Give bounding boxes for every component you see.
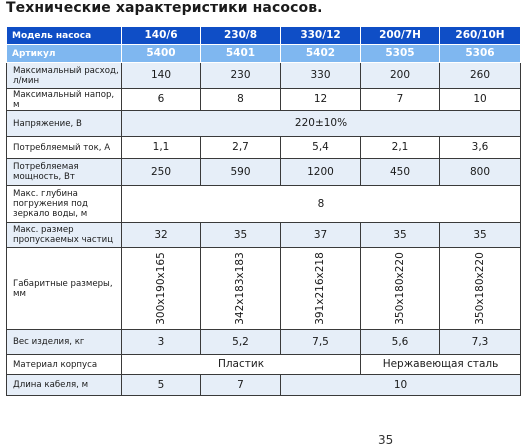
value-cell: 35: [440, 223, 521, 248]
value-cell: 8: [201, 89, 281, 111]
value-cell: 3,6: [440, 137, 521, 159]
value-cell: 2,7: [201, 137, 281, 159]
value-cell: 140: [122, 63, 201, 89]
model-cell: 330/12: [281, 27, 361, 45]
value-cell: [361, 248, 440, 330]
value-cell: 5,2: [201, 330, 281, 355]
row-label: Материал корпуса: [7, 355, 122, 375]
max-head-row: [7, 89, 521, 111]
value-cell: 5,6: [361, 330, 440, 355]
article-label: Артикул: [7, 45, 122, 63]
particles-row: [7, 223, 521, 248]
depth-row: [7, 186, 521, 223]
vertical-text: 350x180x220: [473, 252, 486, 325]
model-cell: 140/6: [122, 27, 201, 45]
model-cell: 260/10H: [440, 27, 521, 45]
value-cell: 7,3: [440, 330, 521, 355]
article-cell: 5306: [440, 45, 521, 63]
value-cell: 6: [122, 89, 201, 111]
article-row: [7, 45, 521, 63]
value-cell: 330: [281, 63, 361, 89]
value-cell: 35: [201, 223, 281, 248]
value-cell-merged: 10: [281, 375, 521, 396]
article-cell: 5401: [201, 45, 281, 63]
value-cell: 1200: [281, 159, 361, 186]
dimensions-row: [7, 248, 521, 330]
row-label: Максимальный расход, л/мин: [7, 63, 122, 89]
voltage-row: [7, 111, 521, 137]
row-label: Габаритные размеры, мм: [7, 248, 122, 330]
value-cell: 5,4: [281, 137, 361, 159]
model-label: Модель насоса: [7, 27, 122, 45]
row-label: Потребляемый ток, А: [7, 137, 122, 159]
value-cell: [281, 248, 361, 330]
value-cell: 800: [440, 159, 521, 186]
cable-row: [7, 375, 521, 396]
value-cell-merged: Пластик: [122, 355, 361, 375]
row-label: Потребляемая мощность, Вт: [7, 159, 122, 186]
material-row: [7, 355, 521, 375]
value-cell-merged: 8: [122, 186, 521, 223]
value-cell: 7: [361, 89, 440, 111]
value-cell: 32: [122, 223, 201, 248]
model-cell: 200/7H: [361, 27, 440, 45]
value-cell: [201, 248, 281, 330]
vertical-text: 300x190x165: [154, 252, 167, 325]
vertical-text: 391x216x218: [314, 252, 326, 325]
page-title: Технические характеристики насосов.: [6, 0, 323, 16]
value-cell: 37: [281, 223, 361, 248]
model-row: [7, 27, 521, 45]
model-cell: 230/8: [201, 27, 281, 45]
value-cell: 35: [361, 223, 440, 248]
row-label: Длина кабеля, м: [7, 375, 122, 396]
value-cell: 450: [361, 159, 440, 186]
row-label: Максимальный напор, м: [7, 89, 122, 111]
value-cell-merged: Нержавеющая сталь: [361, 355, 521, 375]
value-cell: 3: [122, 330, 201, 355]
page-number: 35: [378, 433, 394, 447]
value-cell: 1,1: [122, 137, 201, 159]
value-cell: 10: [440, 89, 521, 111]
value-cell: 7,5: [281, 330, 361, 355]
current-row: [7, 137, 521, 159]
weight-row: [7, 330, 521, 355]
value-cell: 590: [201, 159, 281, 186]
vertical-text: 350x180x220: [393, 252, 406, 325]
article-cell: 5400: [122, 45, 201, 63]
row-label: Макс. глубина погружения под зеркало воды, м: [7, 186, 122, 223]
value-cell: 200: [361, 63, 440, 89]
specs-table: [6, 26, 521, 396]
value-cell: [122, 248, 201, 330]
row-label: Макс. размер пропускаемых частиц: [7, 223, 122, 248]
value-cell: 12: [281, 89, 361, 111]
power-row: [7, 159, 521, 186]
value-cell: [440, 248, 521, 330]
value-cell: 5: [122, 375, 201, 396]
value-cell: 7: [201, 375, 281, 396]
vertical-text: 342x183x183: [234, 252, 246, 325]
value-cell: 250: [122, 159, 201, 186]
value-cell: 260: [440, 63, 521, 89]
value-cell: 230: [201, 63, 281, 89]
value-cell: 2,1: [361, 137, 440, 159]
article-cell: 5402: [281, 45, 361, 63]
row-label: Вес изделия, кг: [7, 330, 122, 355]
value-cell-merged: 220±10%: [122, 111, 521, 137]
row-label: Напряжение, В: [7, 111, 122, 137]
article-cell: 5305: [361, 45, 440, 63]
max-flow-row: [7, 63, 521, 89]
